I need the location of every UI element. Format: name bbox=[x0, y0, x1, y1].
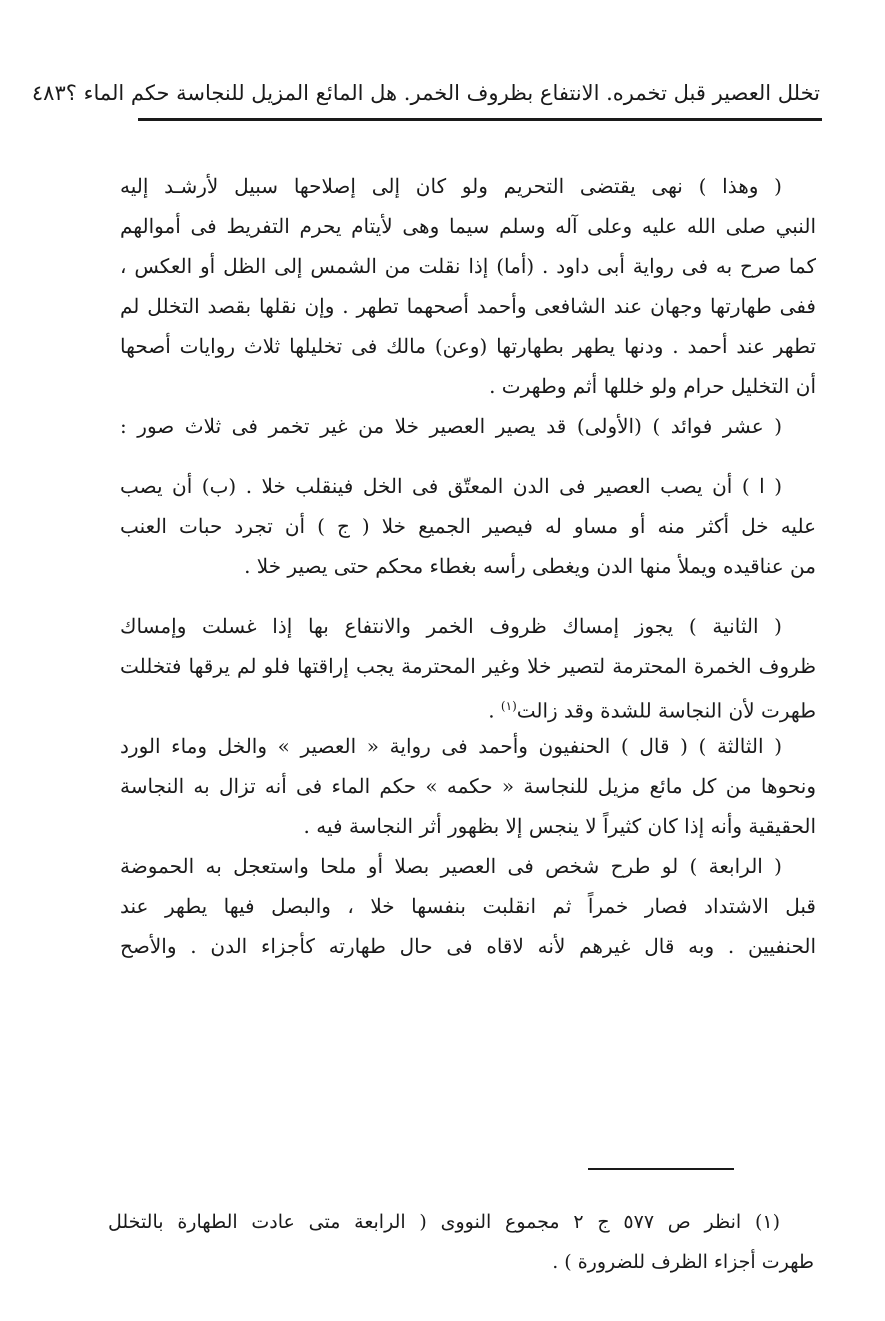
text-span: طهرت لأن النجاسة للشدة وقد زالت bbox=[516, 698, 816, 723]
text-line: كما صرح به فى رواية أبى داود . (أما) إذا نقلت من الشمس إلى الظل أو العكس ، bbox=[120, 254, 816, 278]
running-header bbox=[31, 78, 820, 108]
text-line: ( ا ) أن يصب العصير فى الدن المعتّق فى الخل فينقلب خلا . (ب) أن يصب bbox=[120, 474, 782, 498]
text-line: ففى طهارتها وجهان عند الشافعى وأحمد أصحهما تطهر . وإن نقلها بقصد التخلل لم bbox=[120, 294, 816, 318]
text-line: ( الثالثة ) ( قال ) الحنفيون وأحمد فى رواية « العصير » والخل وماء الورد bbox=[120, 734, 782, 758]
header-title: تخلل العصير قبل تخمره. الانتفاع بظروف الخمر. هل المائع المزيل للنجاسة حكم الماء ؟ bbox=[65, 81, 820, 105]
footnote-line: طهرت أجزاء الظرف للضرورة ) . bbox=[552, 1251, 814, 1273]
text-line: ونحوها من كل مائع مزيل للنجاسة « حكمه » حكم الماء فى أنه تزال به النجاسة bbox=[120, 774, 816, 798]
footnote-ref: (١) bbox=[500, 699, 517, 713]
text-line: الحنفيين . وبه قال غيرهم لأنه لاقاه فى حال طهارته كأجزاء الدن . والأصح bbox=[120, 934, 816, 958]
text-line: تطهر عند أحمد . ودنها يطهر بطهارتها (وعن) مالك فى تخليلها ثلاث روايات أصحها bbox=[120, 334, 816, 358]
text-line-with-footnote: طهرت لأن النجاسة للشدة وقد زالت$^{(١)}$ . bbox=[488, 698, 816, 723]
text-line: ( وهذا ) نهى يقتضى التحريم ولو كان إلى إصلاحها سبيل لأرشـد إليه bbox=[120, 174, 782, 198]
text-line: ظروف الخمرة المحترمة لتصير خلا وغير المحترمة يجب إراقتها فلو لم يرقها فتخللت bbox=[120, 654, 816, 678]
text-line: عليه خل أكثر منه أو مساو له فيصير الجميع خلا ( ج ) أن تجرد حبات العنب bbox=[120, 514, 816, 538]
footnotes bbox=[108, 1200, 814, 1280]
footnote-rule bbox=[588, 1168, 734, 1170]
paragraph-gap bbox=[120, 446, 816, 466]
text-line: ( الثانية ) يجوز إمساك ظروف الخمر والانتفاع بها إذا غسلت وإمساك bbox=[120, 614, 782, 638]
text-line: ( الرابعة ) لو طرح شخص فى العصير بصلا أو ملحا واستعجل به الحموضة bbox=[120, 854, 782, 878]
page-number: ٤٨٣ bbox=[31, 81, 66, 105]
text-line: ( عشر فوائد ) (الأولى) قد يصير العصير خلا من غير تخمر فى ثلاث صور : bbox=[120, 414, 782, 438]
text-line: أن التخليل حرام ولو خللها أثم وطهرت . bbox=[489, 374, 816, 398]
text-line: الحقيقية وأنه إذا كان كثيراً لا ينجس إلا بظهور أثر النجاسة فيه . bbox=[303, 814, 816, 838]
text-line: قبل الاشتداد فصار خمراً ثم انقلبت بنفسها خلا ، والبصل فيها يطهر عند bbox=[120, 894, 816, 918]
main-text bbox=[120, 166, 816, 966]
header-rule bbox=[138, 118, 822, 121]
text-line: من عناقيده ويملأ منها الدن ويغطى رأسه بغطاء محكم حتى يصير خلا . bbox=[244, 554, 816, 578]
text-line: النبي صلى الله عليه وعلى آله وسلم سيما وهى لأيتام يحرم التفريط فى أموالهم bbox=[120, 214, 816, 238]
footnote-line: (١) انظر ص ٥٧٧ ج ٢ مجموع النووى ( الرابعة متى عادت الطهارة بالتخلل bbox=[108, 1211, 780, 1233]
paragraph-gap bbox=[120, 586, 816, 606]
